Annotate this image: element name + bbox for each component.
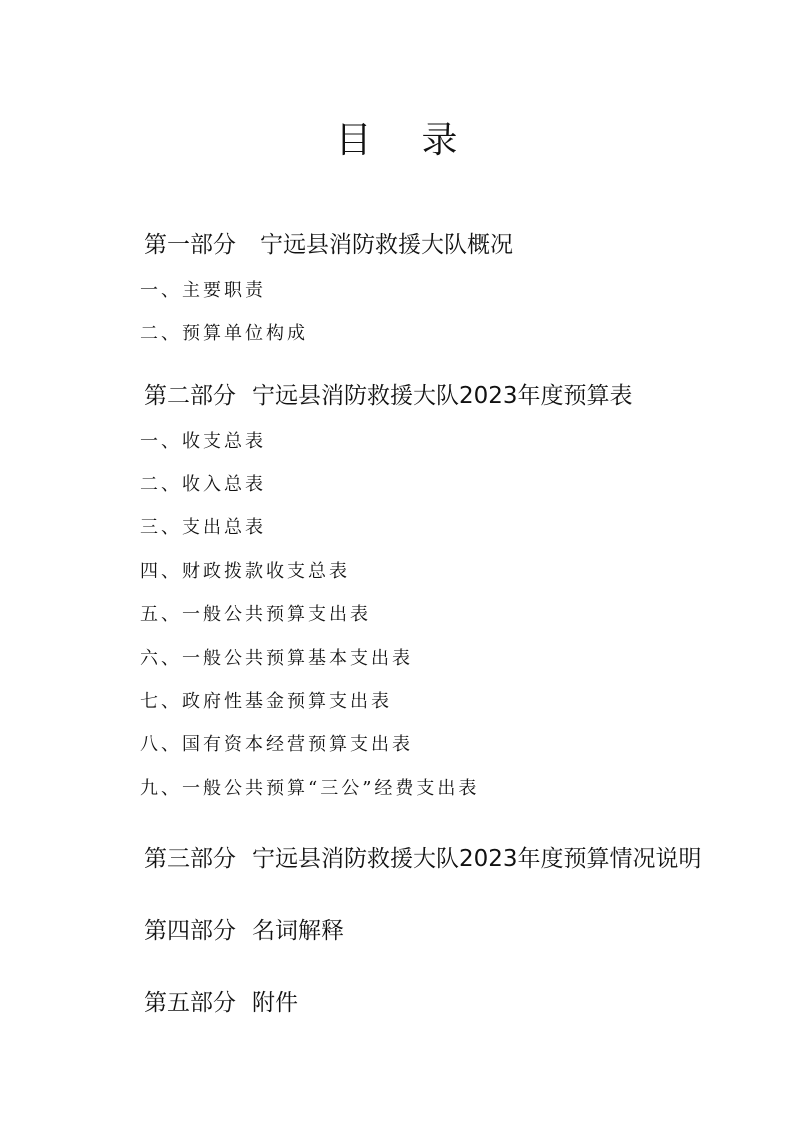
toc-item: 八、国有资本经营预算支出表 [140, 734, 413, 755]
toc-item: 六、一般公共预算基本支出表 [140, 648, 413, 669]
part-number: 第四部分 [144, 918, 236, 944]
toc-item: 四、财政拨款收支总表 [140, 561, 350, 582]
toc-part-5 [144, 984, 298, 1017]
part-name: 宁远县消防救援大队概况 [260, 232, 513, 258]
toc-item: 五、一般公共预算支出表 [140, 604, 371, 625]
toc-item: 二、收入总表 [140, 474, 266, 495]
title-char-1: 目 [335, 120, 372, 161]
part-name: 宁远县消防救援大队2023年度预算情况说明 [252, 846, 702, 872]
part-number: 第三部分 [144, 846, 236, 872]
page-title [0, 112, 793, 163]
toc-item: 一、主要职责 [140, 280, 266, 301]
toc-item: 二、预算单位构成 [140, 323, 308, 344]
toc-item: 一、收支总表 [140, 431, 266, 452]
part-number: 第五部分 [144, 990, 236, 1016]
toc-part-3 [144, 840, 702, 873]
toc-item: 三、支出总表 [140, 517, 266, 538]
part-number: 第一部分 [144, 232, 236, 258]
toc-part-1 [144, 226, 513, 259]
part-number: 第二部分 [144, 383, 236, 409]
toc-item: 九、一般公共预算“三公”经费支出表 [140, 778, 480, 799]
part-name: 宁远县消防救援大队2023年度预算表 [252, 383, 633, 409]
title-char-2: 录 [421, 120, 458, 161]
part-name: 名词解释 [252, 918, 344, 944]
part-name: 附件 [252, 990, 298, 1016]
toc-part-4 [144, 912, 344, 945]
toc-item: 七、政府性基金预算支出表 [140, 691, 392, 712]
toc-part-2 [144, 377, 633, 410]
